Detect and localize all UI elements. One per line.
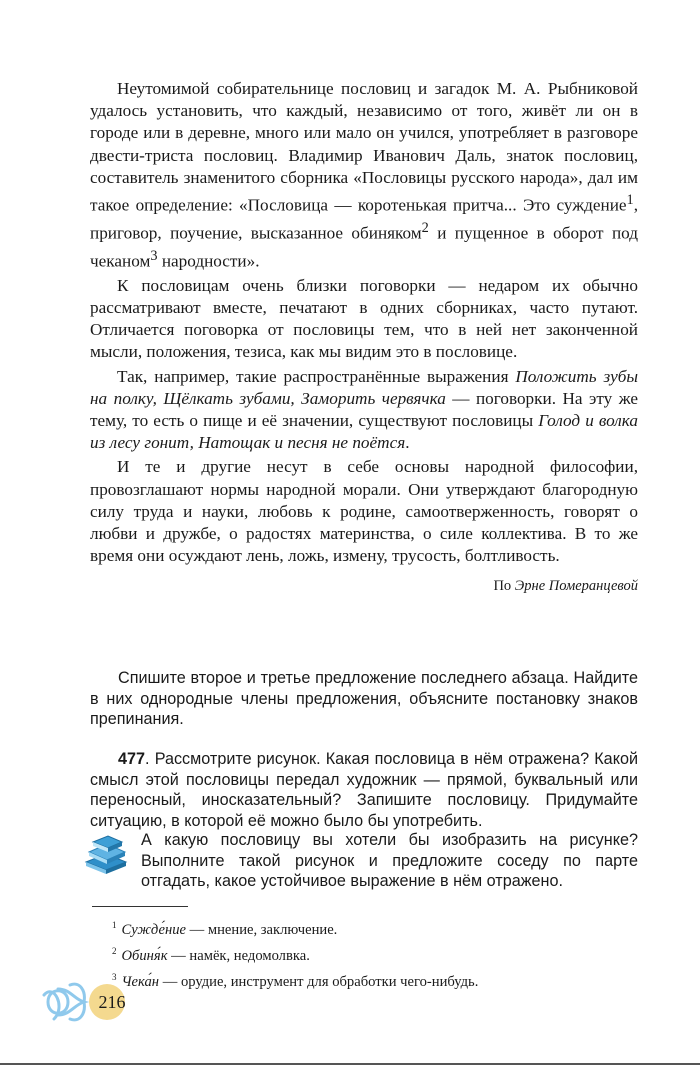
creative-task-text: А какую пословицу вы хотели бы изобразить на рисунке? Выполните такой рисунок и предложите соседу по парте отгадать, какое устойчивое выражение в нём отражено. xyxy=(141,831,638,891)
creative-task xyxy=(141,830,638,892)
paragraph-3 xyxy=(90,366,638,455)
attribution xyxy=(90,575,638,597)
footnote-definition: — мнение, заключение. xyxy=(185,921,338,938)
attribution-prefix: По xyxy=(493,578,515,595)
footnotes xyxy=(112,915,652,993)
p3-mid: — поговорки. На эту же тему, то есть о пище и её значении, существуют пословицы xyxy=(90,388,638,431)
p1-text-b: , приговор, поучение, высказанное обиняком xyxy=(90,195,638,243)
footnote-divider xyxy=(92,906,188,907)
footnote-ref-3[interactable]: 3 xyxy=(150,247,158,264)
p3-lead: Так, например, такие распространённые выражения xyxy=(117,366,516,386)
p3-end: . xyxy=(405,433,410,453)
books-icon xyxy=(84,834,128,874)
page-bottom-border xyxy=(0,1063,700,1065)
footnote-term: Обиня́к xyxy=(121,947,168,964)
paragraph-2: К пословицам очень близки поговорки — недаром их обычно рассматривают вместе, печатают в одних сборниках, часто путают. Отличается поговорка от пословицы тем, что в ней нет законченной мысли, положения, тезиса, как мы видим это в пословице. xyxy=(90,275,638,362)
main-text xyxy=(90,78,638,598)
paragraph-4: И те и другие несут в себе основы народной философии, провозглашают нормы народной морали. Они утверждают благородную силу труда и науки, любовь к родине, самоотверженность, говорят о любви и дружбе, о радостях материнства, о силе коллектива. В то же время они осуждают лень, ложь, измену, трусость, болтливость. xyxy=(90,457,638,566)
exercise-477 xyxy=(90,749,638,832)
paragraph-1 xyxy=(90,78,638,273)
footnote-ref-2[interactable]: 2 xyxy=(421,219,429,236)
p3-proverbs: Голод и волка из лесу гонит, Натощак и песня не поётся xyxy=(90,411,638,453)
footnote-definition: — орудие, инструмент для обработки чего-нибудь. xyxy=(159,973,479,990)
footnote-term: Сужде́ние xyxy=(121,921,186,938)
p1-text-d: народности». xyxy=(157,251,260,271)
exercise-477-text xyxy=(90,749,638,832)
page-number: 216 xyxy=(98,992,126,1012)
exercise-body: . Рассмотрите рисунок. Какая пословица в нём отражена? Какой смысл этой пословицы передал художник — прямой, буквальный или переносный, иносказательный? Запишите пословицу. Придумайте ситуацию, в которой её можно было бы употребить. xyxy=(90,750,638,831)
footnote-definition: — намёк, недомолвка. xyxy=(167,947,310,964)
p1-text-c: и пущенное в оборот под чеканом xyxy=(90,223,638,271)
p1-text: Неутомимой собирательнице пословиц и загадок М. А. Рыбниковой удалось установить, что каждый, независимо от того, живёт ли он в городе или в деревне, много или мало он учился, употребляет в разговоре двести-триста пословиц. Владимир Иванович Даль, знаток пословиц, составитель знаменитого сборника «Пословицы русского народа», дал им такое определение: «Пословица — коротенькая притча... Это суждение xyxy=(90,79,638,215)
footnote-mark: 2 xyxy=(112,946,117,957)
footnote-ref-1[interactable]: 1 xyxy=(626,192,634,209)
task-rewrite-text: Спишите второе и третье предложение последнего абзаца. Найдите в них однородные члены предложения, объясните постановку знаков препинания. xyxy=(90,669,638,729)
attribution-author: Эрне Померанцевой xyxy=(514,578,638,595)
footnote-term: Чека́н xyxy=(121,973,160,990)
task-rewrite xyxy=(90,668,638,730)
p3-examples: Положить зубы на полку, Щёлкать зубами, Заморить червячка xyxy=(90,366,639,408)
footnote-2 xyxy=(112,941,652,967)
footnote-3 xyxy=(112,967,652,993)
footnote-1 xyxy=(112,915,652,941)
footnote-mark: 1 xyxy=(112,920,117,930)
footnote-mark: 3 xyxy=(112,972,117,983)
exercise-number: 477 xyxy=(118,750,146,768)
